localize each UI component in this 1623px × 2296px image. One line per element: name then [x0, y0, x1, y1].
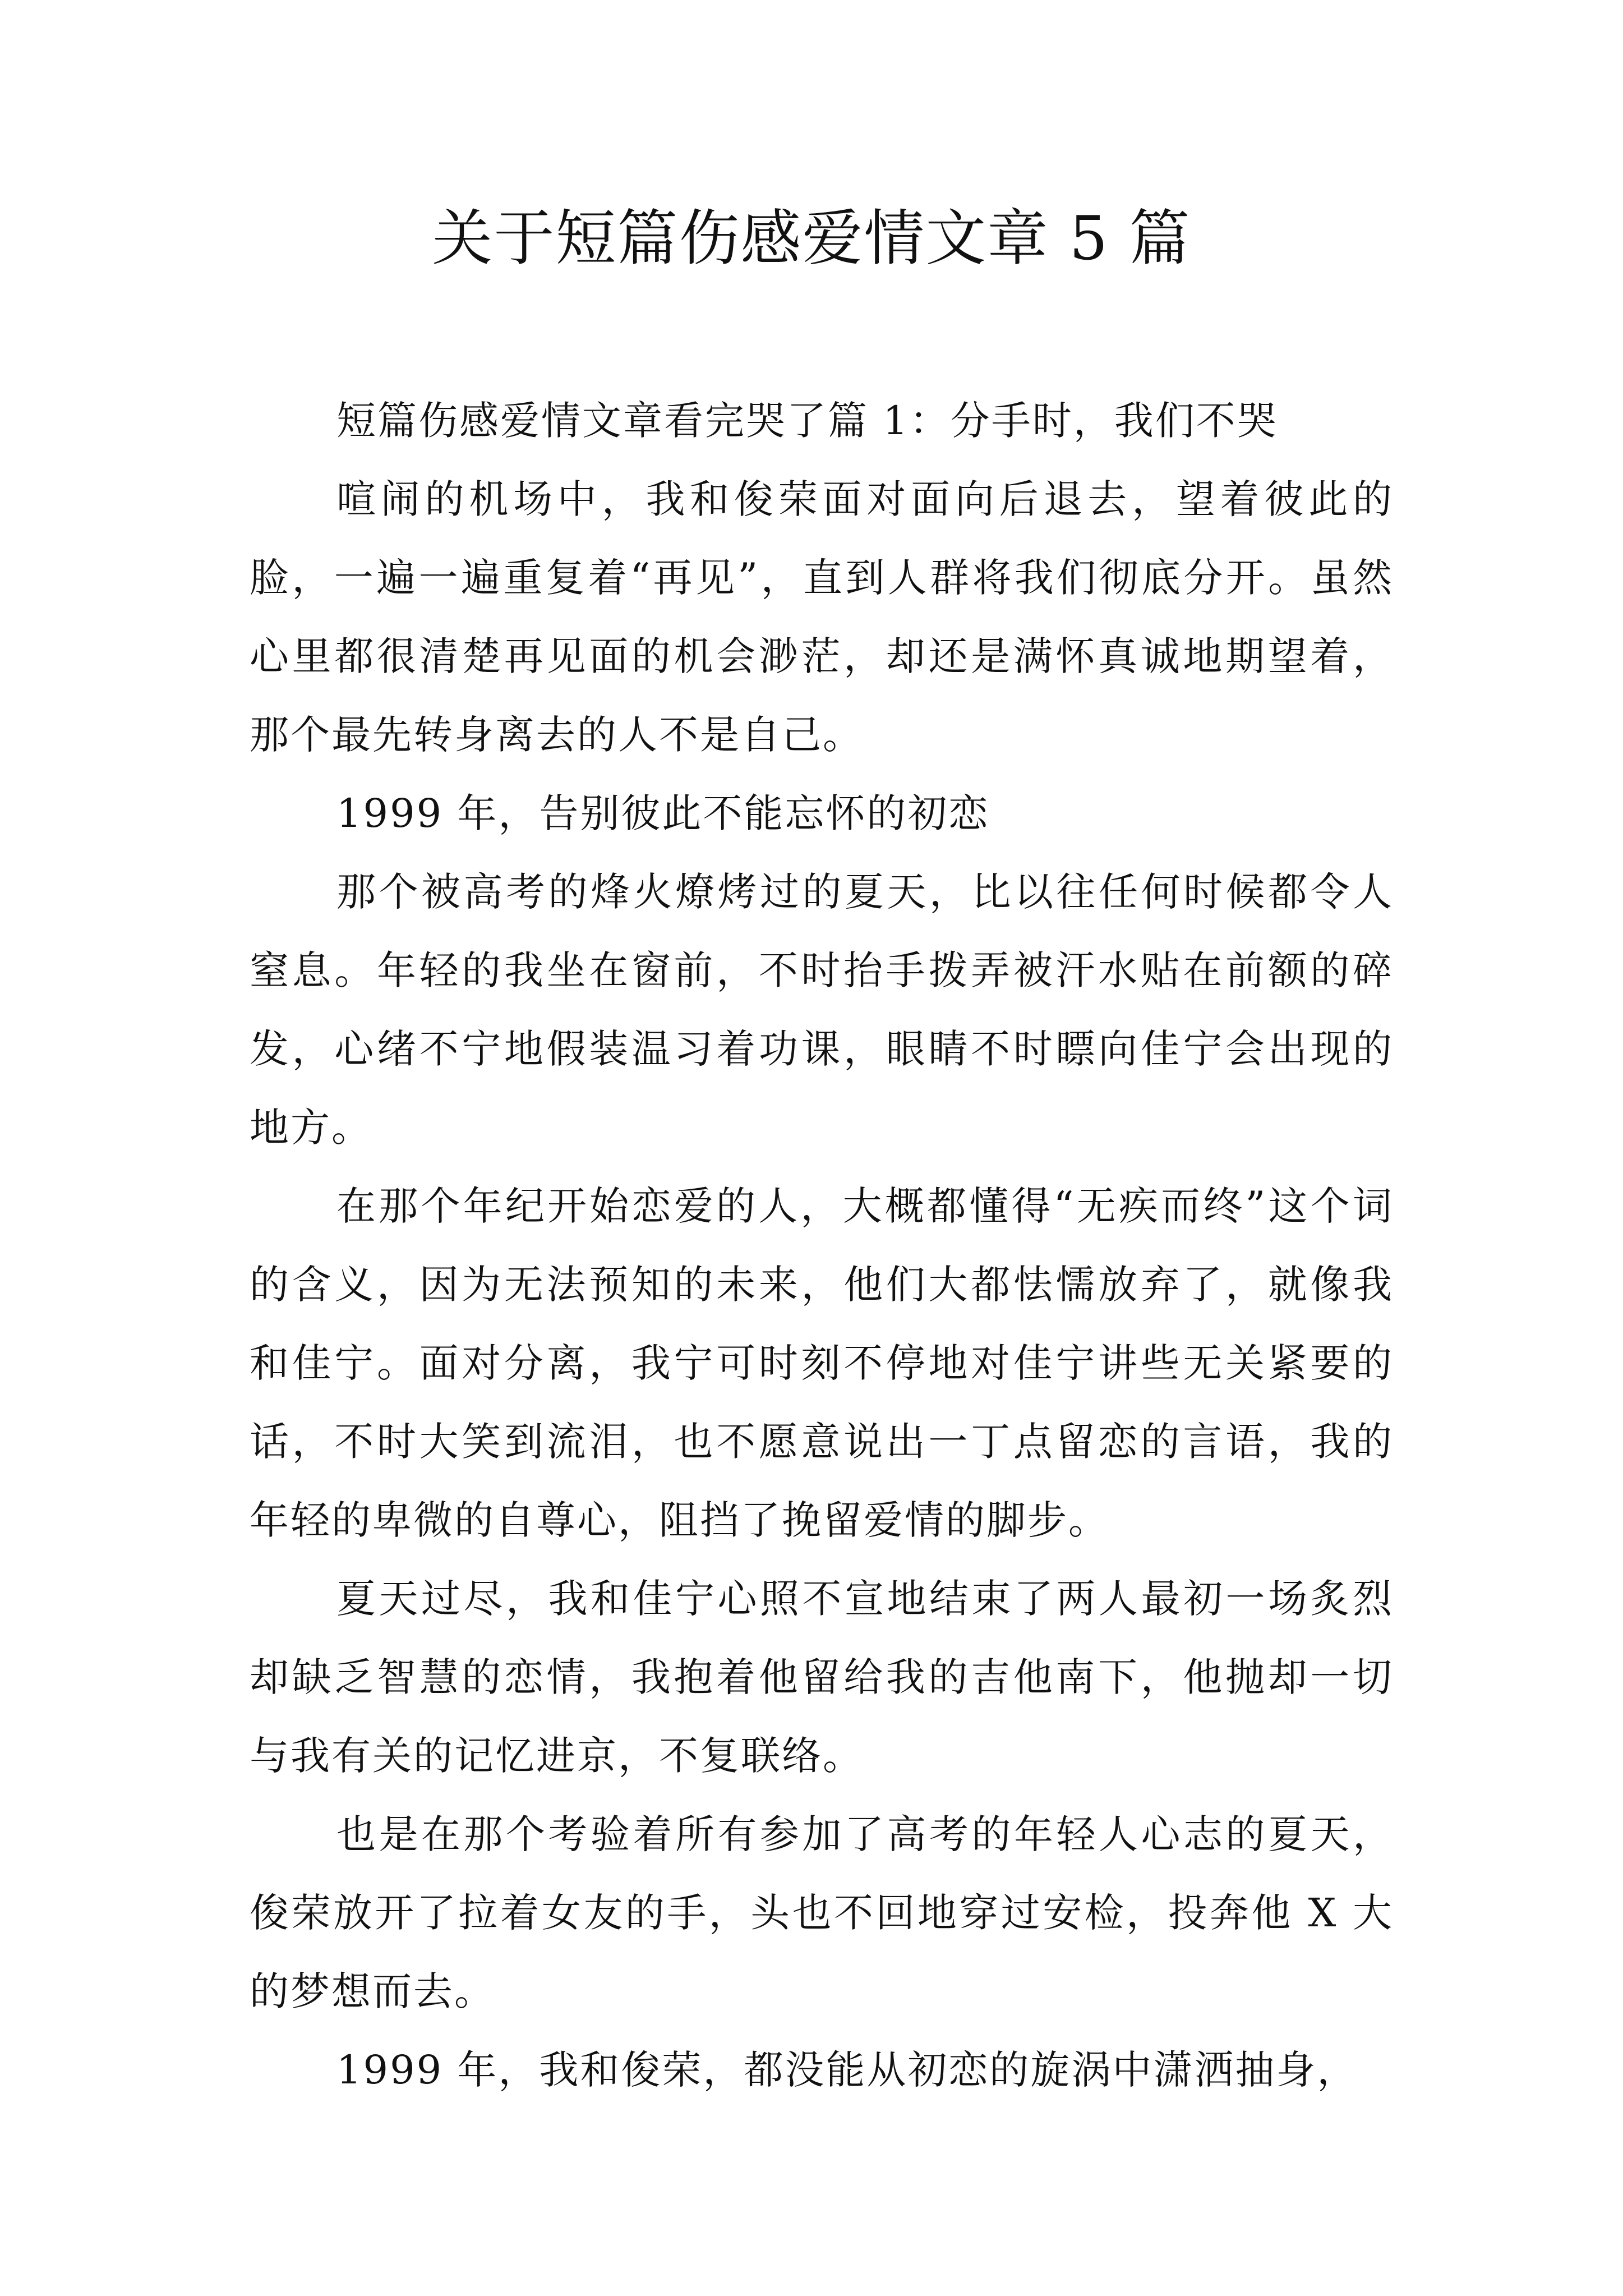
paragraph: 在那个年纪开始恋爱的人，大概都懂得“无疾而终”这个词的含义，因为无法预知的未来，他们大都怯懦放弃了，就像我和佳宁。面对分离，我宁可时刻不停地对佳宁讲些无关紧要的话，不时大笑到流泪，也不愿意说出一丁点留恋的言语，我的年轻的卑微的自尊心，阻挡了挽留爱情的脚步。	[250, 1183, 1394, 1543]
paragraph: 也是在那个考验着所有参加了高考的年轻人心志的夏天，俊荣放开了拉着女友的手，头也不回地穿过安检，投奔他 X 大的梦想而去。	[250, 1811, 1394, 2014]
paragraph: 那个被高考的烽火燎烤过的夏天，比以往任何时候都令人窒息。年轻的我坐在窗前，不时抬手拨弄被汗水贴在前额的碎发，心绪不宁地假装温习着功课，眼睛不时瞟向佳宁会出现的地方。	[250, 869, 1394, 1151]
paragraph-subheading: 1999 年，告别彼此不能忘怀的初恋	[336, 790, 990, 836]
paragraph: 夏天过尽，我和佳宁心照不宣地结束了两人最初一场炙烈却缺乏智慧的恋情，我抱着他留给我的吉他南下，他抛却一切与我有关的记忆进京，不复联络。	[250, 1576, 1394, 1779]
document-body	[250, 381, 1394, 2109]
paragraph: 喧闹的机场中，我和俊荣面对面向后退去，望着彼此的脸，一遍一遍重复着“再见”，直到人群将我们彻底分开。虽然心里都很清楚再见面的机会渺茫，却还是满怀真诚地期望着，那个最先转身离去的人不是自己。	[250, 476, 1394, 758]
paragraph: 1999 年，我和俊荣，都没能从初恋的旋涡中潇洒抽身，	[336, 2047, 1358, 2093]
paragraph-section-heading: 短篇伤感爱情文章看完哭了篇 1：分手时，我们不哭	[336, 398, 1278, 444]
document-title: 关于短篇伤感爱情文章 5 篇	[432, 204, 1191, 274]
